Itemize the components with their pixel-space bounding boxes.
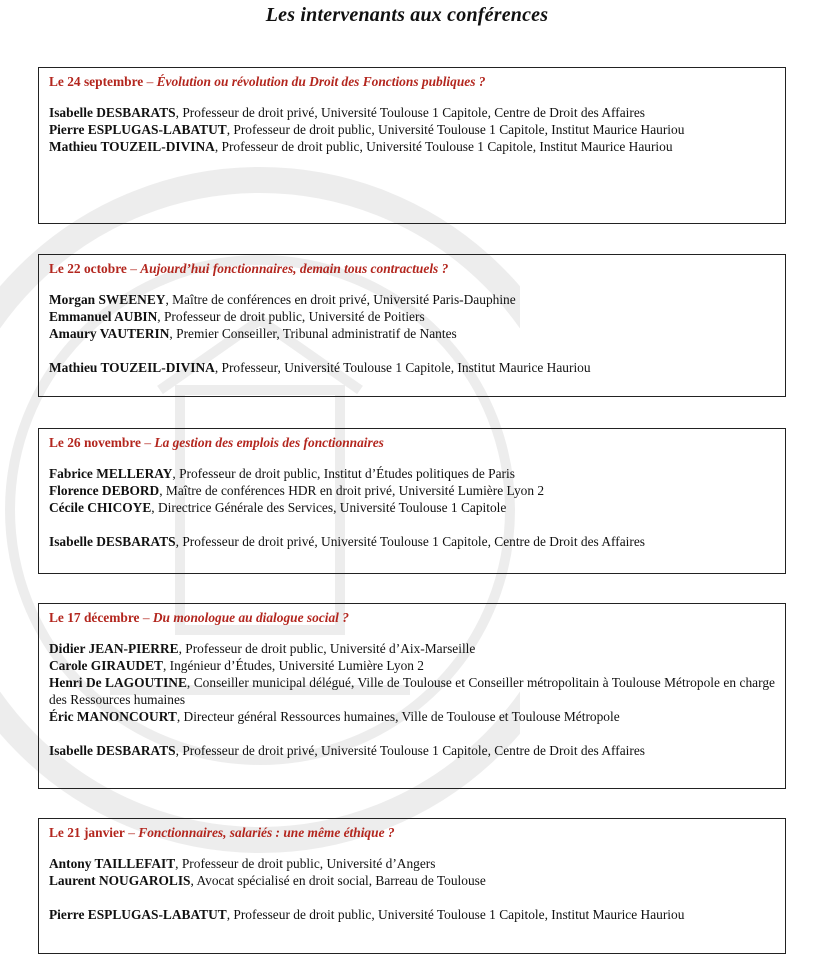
speaker-entry	[49, 855, 775, 872]
speaker-role: , Professeur de droit public, Université de Poitiers	[157, 309, 425, 324]
speaker-name: Florence DEBORD	[49, 483, 160, 498]
session-card-december	[38, 603, 786, 789]
speaker-entry	[49, 657, 775, 674]
session-card-october	[38, 254, 786, 397]
session-theme: Fonctionnaires, salariés : une même éthique ?	[138, 825, 395, 840]
speaker-name: Emmanuel AUBIN	[49, 309, 158, 324]
speaker-role: , Directrice Générale des Services, Université Toulouse 1 Capitole	[151, 500, 507, 515]
speaker-role: , Avocat spécialisé en droit social, Barreau de Toulouse	[190, 873, 486, 888]
session-date: Le 26 novembre	[49, 435, 141, 450]
speaker-role: , Maître de conférences HDR en droit privé, Université Lumière Lyon 2	[159, 483, 545, 498]
speaker-name: Henri De LAGOUTINE	[49, 675, 187, 690]
speaker-entry	[49, 674, 775, 708]
speaker-role: , Premier Conseiller, Tribunal administratif de Nantes	[169, 326, 457, 341]
speaker-name: Laurent NOUGAROLIS	[49, 873, 191, 888]
speaker-entry	[49, 482, 775, 499]
session-date: Le 24 septembre	[49, 74, 144, 89]
session-card-september	[38, 67, 786, 224]
speaker-name: Cécile CHICOYE	[49, 500, 152, 515]
speaker-name: Fabrice MELLERAY	[49, 466, 173, 481]
speaker-role: , Maître de conférences en droit privé, Université Paris-Dauphine	[165, 292, 516, 307]
speaker-entry	[49, 465, 775, 482]
chair-role: , Professeur de droit privé, Université Toulouse 1 Capitole, Centre de Droit des Affaires	[175, 534, 645, 549]
speaker-name: Carole GIRAUDET	[49, 658, 163, 673]
chair-entry	[49, 533, 775, 550]
speaker-role: , Professeur de droit public, Université Toulouse 1 Capitole, Institut Maurice Hauriou	[226, 122, 685, 137]
speaker-role: , Professeur de droit public, Université Toulouse 1 Capitole, Institut Maurice Hauriou	[214, 139, 673, 154]
speaker-name: Pierre ESPLUGAS-LABATUT	[49, 122, 227, 137]
session-heading: Le 17 décembre – Du monologue au dialogue social ?	[49, 610, 349, 625]
session-date: Le 17 décembre	[49, 610, 140, 625]
speaker-role: , Conseiller municipal délégué, Ville de Toulouse et Conseiller métropolitain à Toulouse Métropole en charge des Ressources humaines	[49, 675, 775, 707]
speaker-entry	[49, 640, 775, 657]
session-date: Le 21 janvier	[49, 825, 125, 840]
chair-entry	[49, 359, 775, 376]
speaker-name: Mathieu TOUZEIL-DIVINA	[49, 139, 215, 154]
session-card-november	[38, 428, 786, 574]
speaker-name: Amaury VAUTERIN	[49, 326, 170, 341]
chair-name: Isabelle DESBARATS	[49, 534, 176, 549]
session-heading: Le 22 octobre – Aujourd’hui fonctionnaires, demain tous contractuels ?	[49, 261, 449, 276]
speaker-entry	[49, 308, 775, 325]
session-heading: Le 24 septembre – Évolution ou révolution du Droit des Fonctions publiques ?	[49, 74, 486, 89]
chair-name: Isabelle DESBARATS	[49, 743, 176, 758]
speaker-entry	[49, 872, 775, 889]
speaker-entry	[49, 291, 775, 308]
chair-name: Pierre ESPLUGAS-LABATUT	[49, 907, 227, 922]
speaker-entry	[49, 138, 775, 155]
speaker-name: Isabelle DESBARATS	[49, 105, 176, 120]
session-card-january	[38, 818, 786, 954]
session-theme: Évolution ou révolution du Droit des Fonctions publiques ?	[156, 74, 486, 89]
session-theme: Aujourd’hui fonctionnaires, demain tous contractuels ?	[140, 261, 449, 276]
session-theme: La gestion des emplois des fonctionnaires	[154, 435, 384, 450]
session-heading: Le 21 janvier – Fonctionnaires, salariés : une même éthique ?	[49, 825, 395, 840]
speaker-name: Éric MANONCOURT	[49, 709, 177, 724]
page-title: Les intervenants aux conférences	[265, 4, 549, 26]
speaker-entry	[49, 121, 775, 138]
speaker-entry	[49, 499, 775, 516]
speaker-role: , Professeur de droit public, Université d’Aix-Marseille	[178, 641, 476, 656]
chair-role: , Professeur, Université Toulouse 1 Capitole, Institut Maurice Hauriou	[214, 360, 591, 375]
speaker-role: , Professeur de droit public, Institut d’Études politiques de Paris	[172, 466, 515, 481]
speaker-entry	[49, 104, 775, 121]
session-theme: Du monologue au dialogue social ?	[152, 610, 349, 625]
chair-role: , Professeur de droit public, Université Toulouse 1 Capitole, Institut Maurice Hauriou	[226, 907, 685, 922]
speaker-name: Morgan SWEENEY	[49, 292, 166, 307]
speaker-entry	[49, 708, 775, 725]
chair-entry	[49, 742, 775, 759]
speaker-entry	[49, 325, 775, 342]
chair-entry	[49, 906, 775, 923]
speaker-name: Antony TAILLEFAIT	[49, 856, 176, 871]
chair-name: Mathieu TOUZEIL-DIVINA	[49, 360, 215, 375]
speaker-role: , Professeur de droit privé, Université Toulouse 1 Capitole, Centre de Droit des Affaires	[175, 105, 645, 120]
speaker-role: , Directeur général Ressources humaines, Ville de Toulouse et Toulouse Métropole	[176, 709, 620, 724]
chair-role: , Professeur de droit privé, Université Toulouse 1 Capitole, Centre de Droit des Affaires	[175, 743, 645, 758]
speaker-name: Didier JEAN-PIERRE	[49, 641, 179, 656]
speaker-role: , Professeur de droit public, Université d’Angers	[175, 856, 436, 871]
session-date: Le 22 octobre	[49, 261, 127, 276]
session-heading: Le 26 novembre – La gestion des emplois des fonctionnaires	[49, 435, 384, 450]
speaker-role: , Ingénieur d’Études, Université Lumière Lyon 2	[162, 658, 424, 673]
